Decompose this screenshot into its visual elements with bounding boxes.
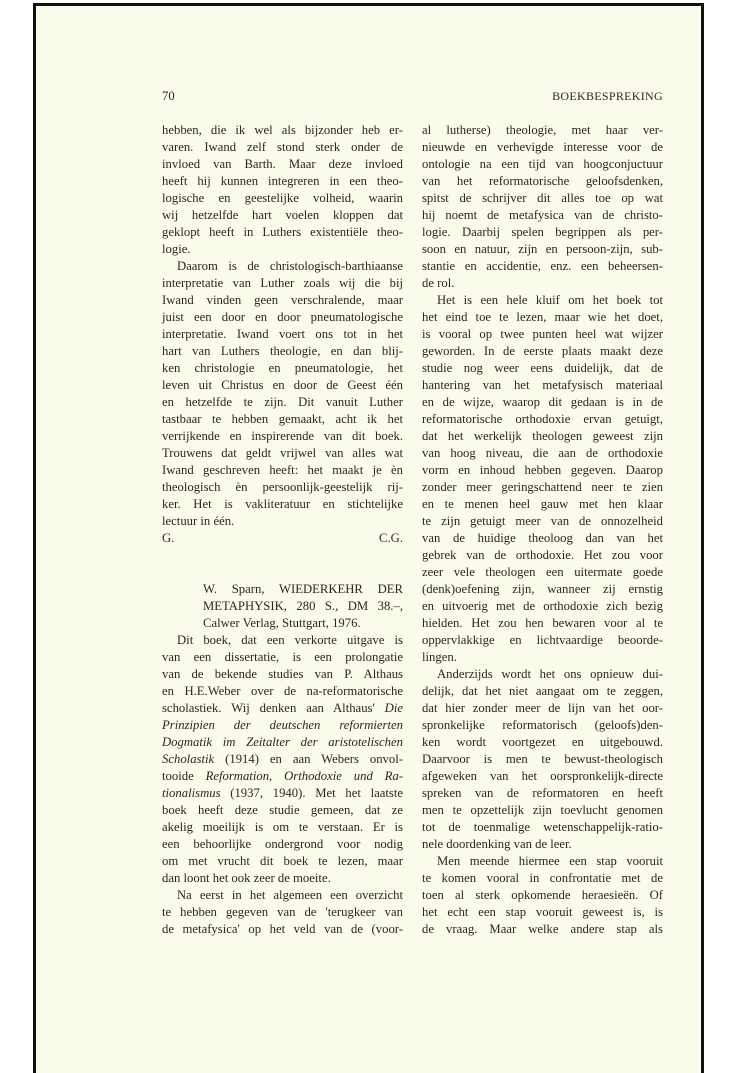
text-line: en te menen heel gauw met hen klaar <box>422 497 663 511</box>
signature-initial: G. <box>162 531 175 545</box>
text-line: te zijn getuigt meer van de onnozelheid <box>422 514 663 528</box>
text-line: en de wijze, waarop dit gedaan is in de <box>422 395 663 409</box>
text-line: ker. Het is vakliteratuur en stichtelijke <box>162 497 403 511</box>
text-line <box>162 734 403 751</box>
text-line: invloed van Barth. Maar deze invloed <box>162 157 403 171</box>
text-line: stantie en accidentie, enz. een beheersen- <box>422 259 663 273</box>
text-line: Daarom is de christologisch-barthiaanse <box>177 259 403 273</box>
text-line: spronkelijke reformatorisch (geloofs)den- <box>422 718 663 732</box>
text-line: een behoorlijke ondergrond voor nodig <box>162 837 403 851</box>
text-segment: (1937, 1940). Met het laatste <box>220 786 403 800</box>
text-line: gebrek van de orthodoxie. Het zou voor <box>422 548 663 562</box>
text-line: (denk)oefening zijn, wanneer zij ernstig <box>422 582 663 596</box>
text-line: theologisch èn persoonlijk-geestelijk rij- <box>162 480 403 494</box>
text-line: lectuur in één. <box>162 514 235 528</box>
text-line: heeft hij kunnen integreren in een theo- <box>162 174 403 188</box>
running-title: BOEKBESPREKING <box>552 89 663 103</box>
text-line: W. Sparn, WIEDERKEHR DER <box>203 582 403 596</box>
text-line: Iwand geschreven heeft: het maakt je èn <box>162 463 403 477</box>
text-line: van een dissertatie, is een prolongatie <box>162 650 403 664</box>
text-line: Men meende hiermee een stap vooruit <box>437 854 663 868</box>
text-line: en uitvoerig met de orthodoxie zich bezig <box>422 599 663 613</box>
right-column <box>422 122 663 938</box>
text-line: ontologie na een tijd van hoogconjuctuur <box>422 157 663 171</box>
text-line: interpretatie. Iwand voert ons tot in het <box>162 327 403 341</box>
text-line: oppervlakkige en lichtvaardige beoorde- <box>422 633 663 647</box>
text-segment: (1914) en aan Webers onvol- <box>214 752 403 766</box>
italic-title-text: Prinzipien der deutschen reformierten <box>162 718 403 732</box>
text-line <box>162 717 403 734</box>
text-line: en hetzelfde te zijn. Dit vanuit Luther <box>162 395 403 409</box>
text-line: van de bekende studies van P. Althaus <box>162 667 403 681</box>
text-line: is vooral op twee punten heel wat wijzer <box>422 327 663 341</box>
text-line <box>162 785 403 802</box>
paragraph <box>422 853 663 938</box>
italic-title-text: tionalismus <box>162 786 221 800</box>
text-line: Calwer Verlag, Stuttgart, 1976. <box>203 616 361 630</box>
text-line: Daarvoor is men te bewust-theologisch <box>422 752 663 766</box>
left-column <box>162 122 403 938</box>
paragraph <box>422 292 663 666</box>
text-line: hart van Luthers theologie, en dan blij- <box>162 344 403 358</box>
text-line: vorm en inhoud hebben gegeven. Daarop <box>422 463 663 477</box>
paragraph <box>162 258 403 530</box>
text-line: toen al sterk opkomende heraesieën. Of <box>422 888 663 902</box>
paragraph <box>162 122 403 258</box>
text-line: en H.E.Weber over de na-reformatorische <box>162 684 403 698</box>
text-line: studie nog weer eens duidelijk, dat de <box>422 361 663 375</box>
text-line: van het reformatorische geloofsdenken, <box>422 174 663 188</box>
text-line: leven uit Christus en door de Geest één <box>162 378 403 392</box>
text-line: reformatorische orthodoxie ervan getuigt, <box>422 412 663 426</box>
text-line: logie. Daarbij spelen begrippen als per- <box>422 225 663 239</box>
text-line: hebben, die ik wel als bijzonder heb er- <box>162 123 403 137</box>
text-line: hij noemt de metafysica van de christo- <box>422 208 663 222</box>
text-line: de rol. <box>422 276 455 290</box>
text-line: Na eerst in het algemeen een overzicht <box>177 888 403 902</box>
text-line: geklopt heeft in Luthers existentiële theo- <box>162 225 403 239</box>
paragraph <box>422 122 663 292</box>
text-line <box>162 751 403 768</box>
paragraph <box>162 632 403 887</box>
text-line: ken wordt voortgezet en uitgebouwd. <box>422 735 663 749</box>
review-signature <box>162 530 403 547</box>
text-line <box>162 768 403 785</box>
text-line: het echt een stap vooruit geweest is, is <box>422 905 663 919</box>
text-line: om met vrucht dit boek te lezen, maar <box>162 854 403 868</box>
page-number: 70 <box>162 89 175 103</box>
text-line: te komen vooral in confrontatie met de <box>422 871 663 885</box>
text-line: al lutherse) theologie, met haar ver- <box>422 123 663 137</box>
italic-title-text: Scholastik <box>162 752 215 766</box>
text-line: verrijkende en inspirerende van dit boek. <box>162 429 403 443</box>
text-line: tot de toenmalige wetenschappelijk-ratio- <box>422 820 663 834</box>
text-line <box>162 700 403 717</box>
text-line: spreken van de reformatoren en heeft <box>422 786 663 800</box>
text-line: nele doordenking van de leer. <box>422 837 572 851</box>
text-line: men te opzettelijk zijn toevlucht genomen <box>422 803 663 817</box>
paragraph <box>162 887 403 938</box>
text-line: Iwand vinden geen verschralende, maar <box>162 293 403 307</box>
italic-title-text: Reformation, Orthodoxie und Ra- <box>205 769 403 783</box>
reviewer-initials: C.G. <box>379 531 403 545</box>
text-line: dat het werkelijk theologen geweest zijn <box>422 429 663 443</box>
italic-title-text: Die <box>384 701 403 715</box>
text-line: interpretatie van Luther zoals wij die bij <box>162 276 403 290</box>
text-line: nieuwde en verhevigde interesse voor de <box>422 140 663 154</box>
text-line: te hebben gegeven van de 'terugkeer van <box>162 905 403 919</box>
text-line: de metafysica' op het veld van de (voor- <box>162 922 403 936</box>
text-line: soon en natuur, zijn en persoon-zijn, sub- <box>422 242 663 256</box>
text-line: van de huidige theoloog dan van het <box>422 531 663 545</box>
text-line: tastbaar te hebben gemaakt, acht ik het <box>162 412 403 426</box>
text-line: de vraag. Maar welke andere stap als <box>422 922 663 936</box>
text-segment: scholastiek. Wij denken aan Althaus' <box>162 701 385 715</box>
text-line: geworden. In de eerste plaats maakt deze <box>422 344 663 358</box>
text-line: akelig moeilijk is om te verstaan. Er is <box>162 820 403 834</box>
text-line: afgeweken van het oorspronkelijk-directe <box>422 769 663 783</box>
text-line: zonder meer geringschattend neer te zien <box>422 480 663 494</box>
text-line: dan loont het ook zeer de moeite. <box>162 871 331 885</box>
text-line: het eind toe te lezen, maar wie het doet, <box>422 310 663 324</box>
text-line: varen. Iwand zelf stond sterk onder de <box>162 140 403 154</box>
text-line: van hoog niveau, die aan de orthodoxie <box>422 446 663 460</box>
book-review-heading <box>162 581 403 632</box>
text-line: logie. <box>162 242 191 256</box>
text-line: delijk, dat het niet aangaat om te zeggen, <box>422 684 663 698</box>
text-line: dat hier zonder meer de lijn van het oor- <box>422 701 663 715</box>
text-line: spitst de schrijver dit alles toe op wat <box>422 191 663 205</box>
text-line: lingen. <box>422 650 457 664</box>
text-line: hantering van het metafysisch materiaal <box>422 378 663 392</box>
text-line: Het is een hele kluif om het boek tot <box>437 293 663 307</box>
paragraph <box>422 666 663 853</box>
text-segment: tooide <box>162 769 206 783</box>
text-line: juist een door en door pneumatologische <box>162 310 403 324</box>
text-line: logische en geestelijke volheid, waarin <box>162 191 403 205</box>
text-line: ken christologie en pneumatologie, het <box>162 361 403 375</box>
text-line: wij hetzelfde hart voelen kloppen dat <box>162 208 403 222</box>
italic-title-text: Dogmatik im Zeitalter der aristotelischen <box>162 735 403 749</box>
text-line: Trouwens dat geldt vrijwel van alles wat <box>162 446 403 460</box>
text-line: METAPHYSIK, 280 S., DM 38.–, <box>203 599 403 613</box>
text-line: hielden. Het zou hen bewaren voor al te <box>422 616 663 630</box>
text-line: zeer vele theologen een uitermate goede <box>422 565 663 579</box>
text-line: Dit boek, dat een verkorte uitgave is <box>177 633 403 647</box>
text-line: boek heeft deze studie gemeen, dat ze <box>162 803 403 817</box>
text-line: Anderzijds wordt het ons opnieuw dui- <box>437 667 663 681</box>
